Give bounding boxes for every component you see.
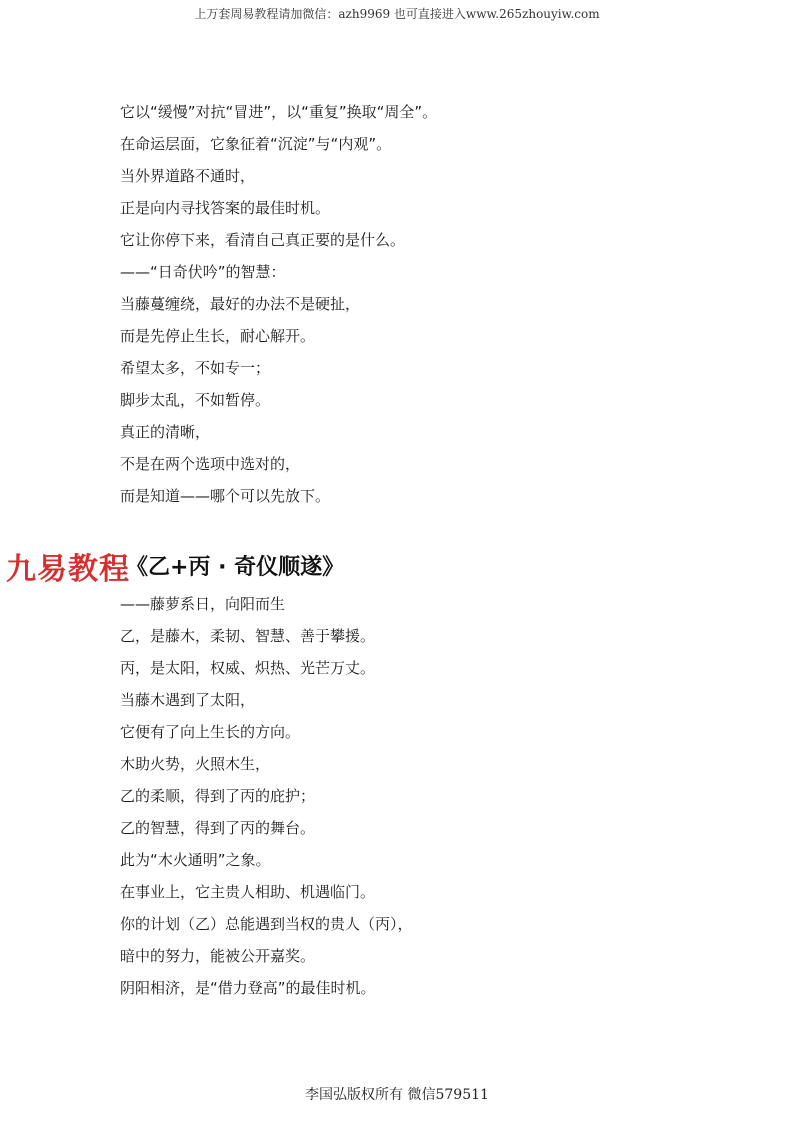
text-line: 它让你停下来，看清自己真正要的是什么。 [120, 231, 406, 249]
text-line: 木助火势，火照木生， [120, 755, 271, 773]
text-line: ——藤萝系日，向阳而生 [120, 595, 286, 613]
text-line: 此为“木火通明”之象。 [120, 851, 271, 869]
text-line: 乙，是藤木，柔韧、智慧、善于攀援。 [120, 627, 376, 645]
text-line: 阴阳相济，是“借力登高”的最佳时机。 [120, 979, 376, 997]
text-line: 它便有了向上生长的方向。 [120, 723, 301, 741]
page-footer: 李国弘版权所有 微信579511 [305, 1087, 489, 1103]
text-line: 你的计划（乙）总能遇到当权的贵人（丙）， [120, 915, 413, 933]
text-line: 它以“缓慢”对抗“冒进”，以“重复”换取“周全”。 [120, 103, 438, 121]
text-line: 当藤蔓缠绕，最好的办法不是硬扯， [120, 295, 361, 313]
text-line: ——“日奇伏吟”的智慧： [120, 263, 286, 281]
text-line: 丙，是太阳，权威、炽热、光芒万丈。 [120, 659, 376, 677]
text-line: 不是在两个选项中选对的， [120, 455, 301, 473]
section-title: 《乙+丙 · 奇仪顺遂》 [126, 555, 345, 580]
text-line: 希望太多，不如专一； [120, 359, 271, 377]
text-line: 乙的智慧，得到了丙的舞台。 [120, 819, 316, 837]
text-line: 当藤木遇到了太阳， [120, 691, 256, 709]
text-line: 真正的清晰， [120, 423, 211, 441]
text-line: 而是知道——哪个可以先放下。 [120, 487, 331, 505]
section-2-title-row [6, 544, 766, 587]
text-line: 当外界道路不通时， [120, 167, 256, 185]
section-2-body [120, 588, 760, 1004]
watermark-logo: 九易教程 [6, 552, 130, 587]
text-line: 乙的柔顺，得到了丙的庇护； [120, 787, 316, 805]
text-line: 正是向内寻找答案的最佳时机。 [120, 199, 331, 217]
text-line: 暗中的努力，能被公开嘉奖。 [120, 947, 316, 965]
section-1-body [120, 96, 760, 512]
text-line: 脚步太乱，不如暂停。 [120, 391, 271, 409]
page-header: 上万套周易教程请加微信：azh9969 也可直接进入www.265zhouyiw.com [194, 7, 600, 21]
text-line: 而是先停止生长，耐心解开。 [120, 327, 316, 345]
text-line: 在事业上，它主贵人相助、机遇临门。 [120, 883, 376, 901]
text-line: 在命运层面，它象征着“沉淀”与“内观”。 [120, 135, 392, 153]
